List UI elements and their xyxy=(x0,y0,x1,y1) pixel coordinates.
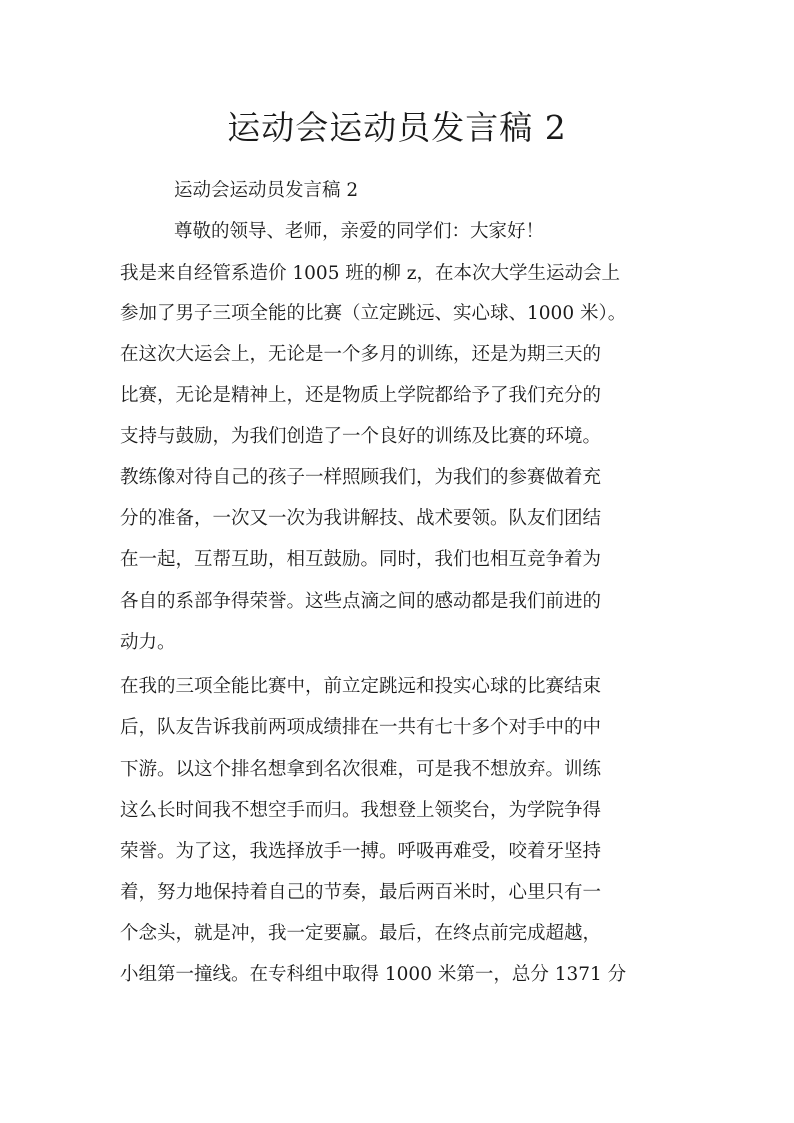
body-line: 在这次大运会上，无论是一个多月的训练，还是为期三天的 xyxy=(120,344,602,365)
body-line: 动力。 xyxy=(120,632,176,653)
body-line: 个念头，就是冲，我一定要赢。最后，在终点前完成超越， xyxy=(120,923,602,944)
body-line: 荣誉。为了这，我选择放手一搏。呼吸再难受，咬着牙坚持 xyxy=(120,841,602,862)
body-line: 在一起，互帮互助，相互鼓励。同时，我们也相互竞争着为 xyxy=(120,549,602,570)
body-line: 分的准备，一次又一次为我讲解技、战术要领。队友们团结 xyxy=(120,508,602,529)
body-line: 着，努力地保持着自己的节奏，最后两百米时，心里只有一 xyxy=(120,882,602,903)
subtitle-line: 运动会运动员发言稿 2 xyxy=(174,180,359,201)
document-title: 运动会运动员发言稿 2 xyxy=(227,108,567,147)
greeting-line: 尊敬的领导、老师，亲爱的同学们：大家好！ xyxy=(174,221,545,242)
body-line: 参加了男子三项全能的比赛（立定跳远、实心球、1000 米）。 xyxy=(120,303,627,324)
body-line: 小组第一撞线。在专科组中取得 1000 米第一，总分 1371 分 xyxy=(120,964,627,985)
body-line: 教练像对待自己的孩子一样照顾我们，为我们的参赛做着充 xyxy=(120,467,602,488)
body-line: 后，队友告诉我前两项成绩排在一共有七十多个对手中的中 xyxy=(120,717,602,738)
body-line: 比赛，无论是精神上，还是物质上学院都给予了我们充分的 xyxy=(120,385,602,406)
body-line: 支持与鼓励，为我们创造了一个良好的训练及比赛的环境。 xyxy=(120,426,602,447)
body-line: 下游。以这个排名想拿到名次很难，可是我不想放弃。训练 xyxy=(120,759,602,780)
body-line: 这么长时间我不想空手而归。我想登上领奖台，为学院争得 xyxy=(120,800,602,821)
body-line: 我是来自经管系造价 1005 班的柳 z，在本次大学生运动会上 xyxy=(120,263,620,284)
body-line: 各自的系部争得荣誉。这些点滴之间的感动都是我们前进的 xyxy=(120,591,602,612)
body-line: 在我的三项全能比赛中，前立定跳远和投实心球的比赛结束 xyxy=(120,676,602,697)
